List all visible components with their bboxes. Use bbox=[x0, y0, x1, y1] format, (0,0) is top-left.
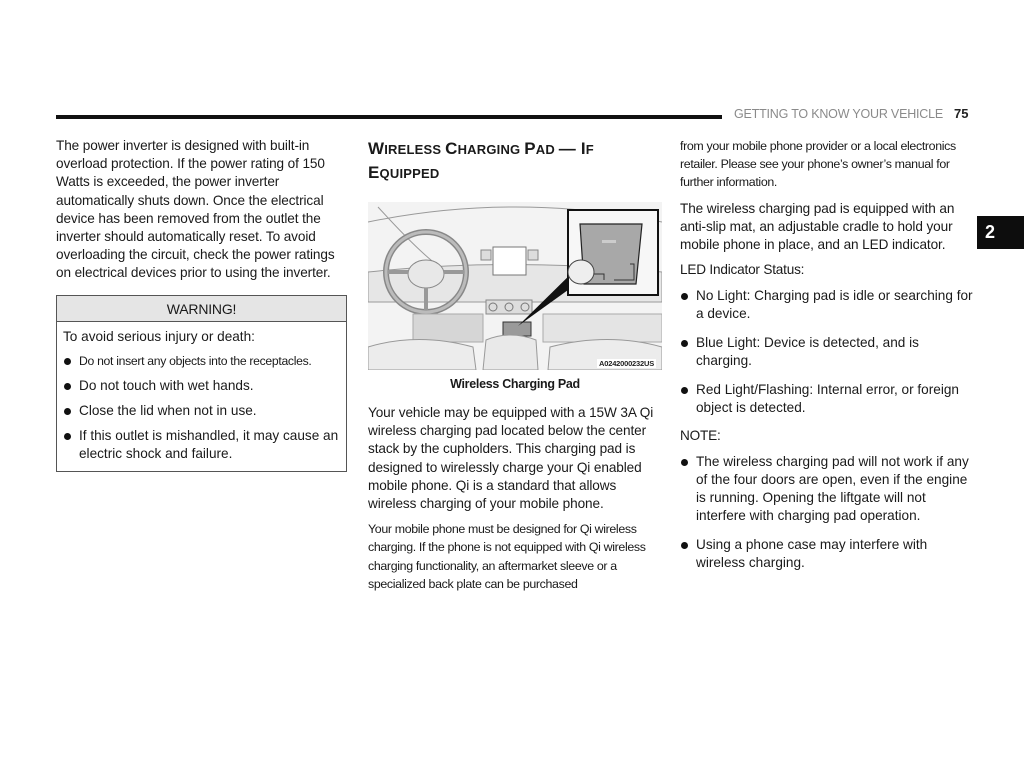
continued-paragraph: from your mobile phone provider or a local electronics retailer. Please see your phone’s owner’s manual for further information. bbox=[680, 139, 956, 190]
led-status-item bbox=[680, 287, 974, 323]
warning-item-text: Close the lid when not in use. bbox=[79, 402, 257, 418]
warning-item bbox=[63, 427, 340, 463]
figure-caption: Wireless Charging Pad bbox=[450, 377, 580, 391]
led-status-text: Red Light/Flashing: Internal error, or foreign object is detected. bbox=[696, 382, 959, 416]
column-3 bbox=[680, 137, 974, 583]
warning-item bbox=[63, 402, 340, 420]
inverter-paragraph: The power inverter is designed with built-in overload protection. If the power rating of 150 Watts is exceeded, the power inverter automatically shuts down. Once the electrical device has been removed from the outlet the inverter should automatically reset. To avoid overloading the circuit, check the power ratings on electrical devices prior to using the inverter. bbox=[56, 138, 335, 281]
led-status-text: Blue Light: Device is detected, and is charging. bbox=[696, 335, 919, 369]
bullet-icon bbox=[64, 433, 71, 440]
bullet-icon bbox=[681, 340, 688, 347]
warning-item-text: Do not touch with wet hands. bbox=[79, 377, 254, 393]
bullet-icon bbox=[64, 358, 71, 365]
note-text: Using a phone case may interfere with wireless charging. bbox=[696, 537, 928, 571]
note-item bbox=[680, 536, 974, 572]
led-status-item bbox=[680, 334, 974, 370]
bullet-icon bbox=[681, 293, 688, 300]
bullet-icon bbox=[681, 542, 688, 549]
warning-item bbox=[63, 352, 340, 370]
bullet-icon bbox=[64, 408, 71, 415]
column-1 bbox=[56, 137, 348, 472]
led-status-list bbox=[680, 287, 974, 417]
note-list bbox=[680, 453, 974, 572]
charging-pad-illustration bbox=[368, 202, 662, 370]
warning-title: WARNING! bbox=[57, 296, 346, 322]
bullet-icon bbox=[681, 387, 688, 394]
running-header-section: GETTING TO KNOW YOUR VEHICLE bbox=[734, 107, 944, 121]
figure-code: A0242000232US bbox=[599, 359, 654, 368]
bullet-icon bbox=[681, 459, 688, 466]
section-title: WIRELESS CHARGING PAD — IF EQUIPPED bbox=[368, 139, 594, 182]
vehicle-interior-drawing bbox=[368, 202, 662, 370]
warning-body bbox=[57, 322, 346, 471]
column-2 bbox=[368, 137, 662, 593]
warning-item-text: Do not insert any objects into the receptacles. bbox=[79, 353, 312, 368]
bullet-icon bbox=[64, 383, 71, 390]
chapter-tab-number: 2 bbox=[985, 222, 996, 242]
charging-pad-paragraph: Your vehicle may be equipped with a 15W 3A Qi wireless charging pad located below the center stack by the cupholders. This charging pad is designed to wirelessly charge your Qi enabled mobile phone. Qi is a standard that allows wireless charging of your mobile phone. bbox=[368, 405, 654, 512]
note-text: The wireless charging pad will not work if any of the four doors are open, even if the engine is running. Opening the liftgate will not interfere with charging pad operation. bbox=[696, 454, 969, 524]
note-item bbox=[680, 453, 974, 525]
page-number: 75 bbox=[954, 106, 969, 121]
led-status-heading: LED Indicator Status: bbox=[680, 262, 805, 278]
warning-intro: To avoid serious injury or death: bbox=[63, 328, 255, 344]
led-status-text: No Light: Charging pad is idle or searching for a device. bbox=[696, 288, 973, 322]
header-rule bbox=[56, 115, 722, 119]
chapter-tab[interactable] bbox=[977, 216, 1024, 249]
warning-item-text: If this outlet is mishandled, it may cause an electric shock and failure. bbox=[79, 427, 339, 461]
features-paragraph: The wireless charging pad is equipped with an anti-slip mat, an adjustable cradle to hold your mobile phone in place, and an LED indicator. bbox=[680, 200, 955, 253]
qi-requirement-paragraph: Your mobile phone must be designed for Qi wireless charging. If the phone is not equipped with Qi wireless charging functionality, an aftermarket sleeve or a specialized back plate can be purchased bbox=[368, 522, 646, 591]
warning-list bbox=[63, 352, 340, 463]
note-heading: NOTE: bbox=[680, 428, 721, 444]
warning-box bbox=[56, 295, 347, 472]
led-status-item bbox=[680, 381, 974, 417]
warning-item bbox=[63, 377, 340, 395]
